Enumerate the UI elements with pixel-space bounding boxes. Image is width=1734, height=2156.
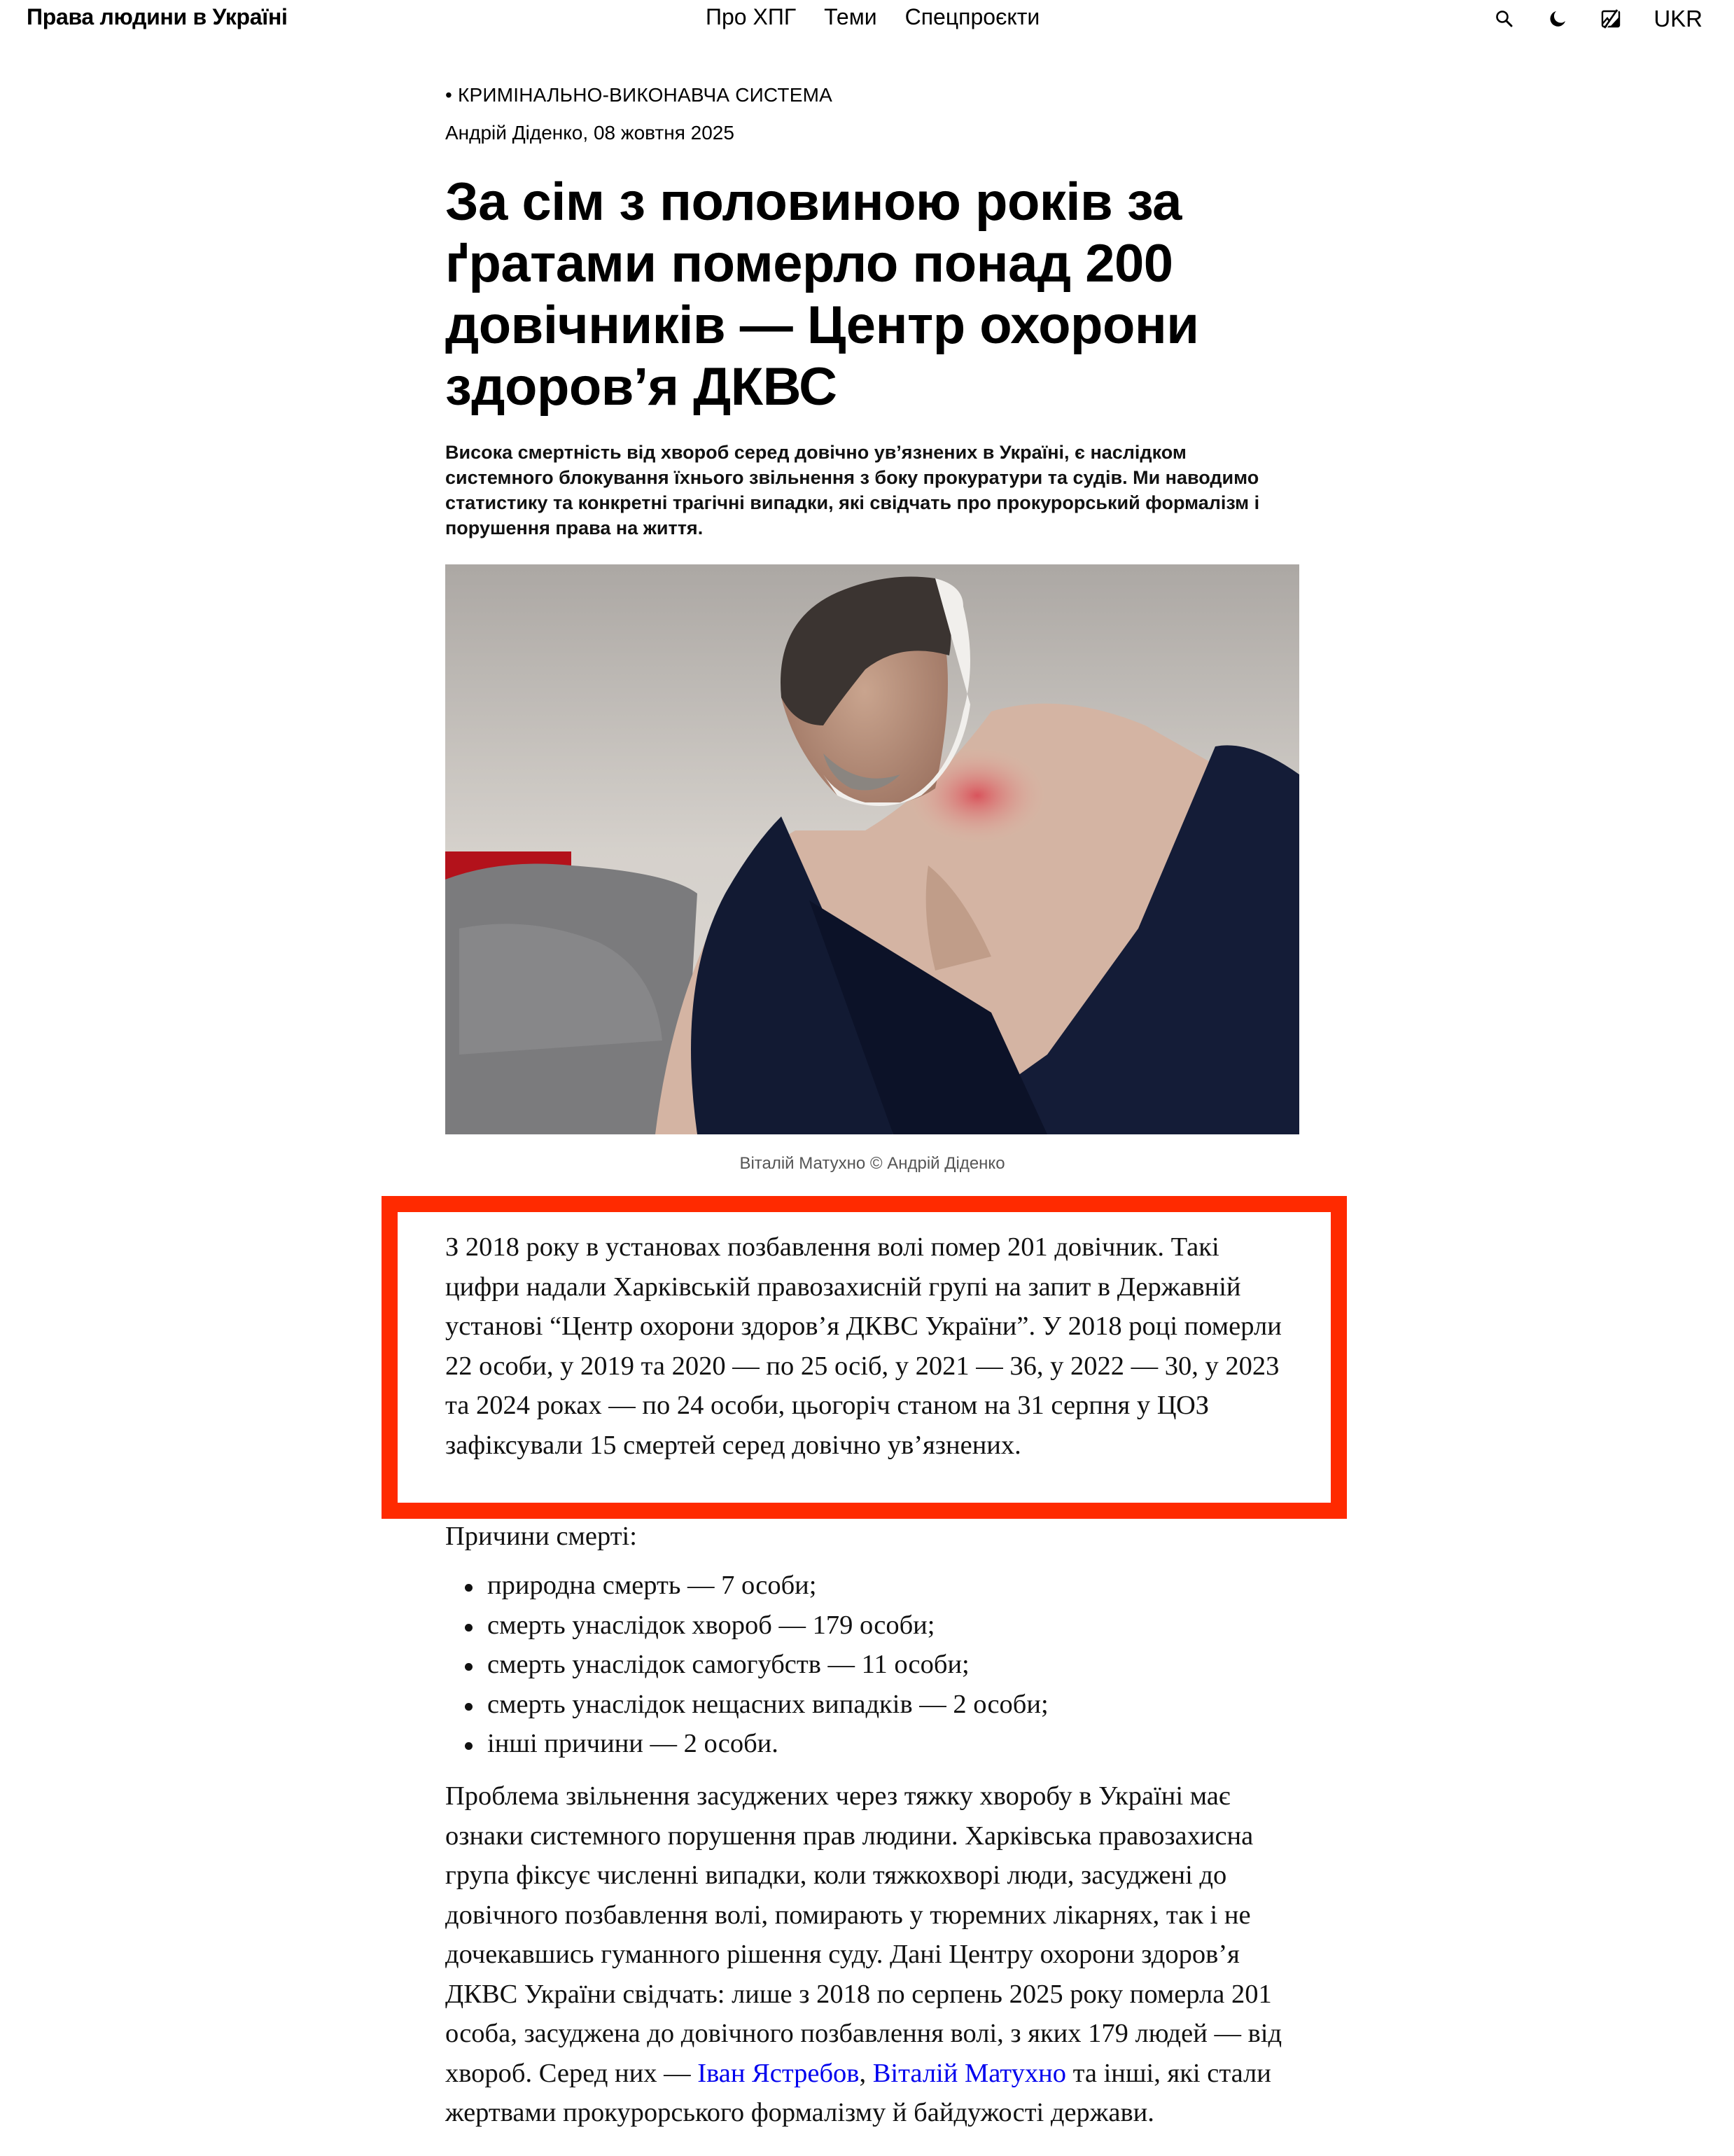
article-title: За сім з половиною років за ґратами померло понад 200 довічників — Центр охорони здоров’я ДКВС: [445, 172, 1199, 417]
paragraph-text: та інші, які стали жертвами прокурорського формалізму й байдужості держави.: [445, 2058, 1271, 2127]
top-navigation-bar: [0, 0, 1734, 42]
article-lead: Висока смертність від хвороб серед довічно ув’язнених в Україні, є наслідком системного блокування їхнього звільнення з боку прокуратури та судів. Ми наводимо статистику та конкретні трагічні випадки, які свідчать про прокурорський формалізм і порушення права на життя.: [445, 442, 1260, 538]
causes-heading: Причини смерті:: [445, 1522, 637, 1551]
list-item: смерть унаслідок самогубств — 11 особи;: [445, 1645, 1299, 1685]
image-off-icon[interactable]: [1600, 8, 1621, 29]
link-ivan-yastrebov[interactable]: Іван Ястребов: [697, 2058, 860, 2088]
paragraph-text: Проблема звільнення засуджених через тяжку хворобу в Україні має ознаки системного порушення прав людини. Харківська правозахисна група фіксує численні випадки, коли тяжкохворі люди, засуджені до довічного позбавлення волі, помирають у тюремних лікарнях, так і не дочекавшись гуманного рішення суду. Дані Центру охорони здоров’я ДКВС України свідчать: лише з 2018 по серпень 2025 року померла 201 особа, засуджена до довічного позбавлення волі, з яких 179 людей — від хвороб. Серед них —: [445, 1781, 1282, 2088]
list-item: інші причини — 2 особи.: [445, 1724, 1299, 1764]
article-photo: [445, 564, 1299, 1134]
causes-list: [445, 1566, 1299, 1764]
main-nav: [706, 4, 1040, 30]
site-logo[interactable]: Права людини в Україні: [27, 4, 288, 29]
portrait-photo-placeholder: [445, 564, 1299, 1134]
statistics-paragraph: З 2018 року в установах позбавлення волі помер 201 довічник. Такі цифри надали Харківській правозахисній групі на запит в Державній установі “Центр охорони здоров’я ДКВС України”. У 2018 році померли 22 особи, у 2019 та 2020 — по 25 осіб, у 2021 — 36, у 2022 — 30, у 2023 та 2024 роках — по 24 особи, цьогоріч станом на 31 серпня у ЦОЗ зафіксували 15 смертей серед довічно ув’язнених.: [445, 1232, 1282, 1460]
body-paragraph: [445, 1776, 1301, 2133]
article-byline: Андрій Діденко, 08 жовтня 2025: [445, 122, 734, 144]
moon-icon[interactable]: [1547, 8, 1568, 29]
link-vitalii-matukhno[interactable]: Віталій Матухно: [872, 2058, 1066, 2088]
nav-item-special-projects[interactable]: Спецпроєкти: [904, 4, 1040, 29]
separator: ,: [859, 2058, 873, 2088]
header-tools: [1494, 6, 1702, 32]
search-icon[interactable]: [1494, 8, 1515, 29]
list-item: смерть унаслідок нещасних випадків — 2 особи;: [445, 1685, 1299, 1725]
article-category[interactable]: • КРИМІНАЛЬНО-ВИКОНАВЧА СИСТЕМА: [445, 84, 833, 106]
list-item: природна смерть — 7 особи;: [445, 1566, 1299, 1606]
language-switcher[interactable]: UKR: [1653, 6, 1702, 32]
list-item: смерть унаслідок хвороб — 179 особи;: [445, 1606, 1299, 1646]
photo-caption: Віталій Матухно © Андрій Діденко: [739, 1154, 1005, 1173]
nav-item-about[interactable]: Про ХПГ: [706, 4, 797, 29]
nav-item-topics[interactable]: Теми: [824, 4, 877, 29]
